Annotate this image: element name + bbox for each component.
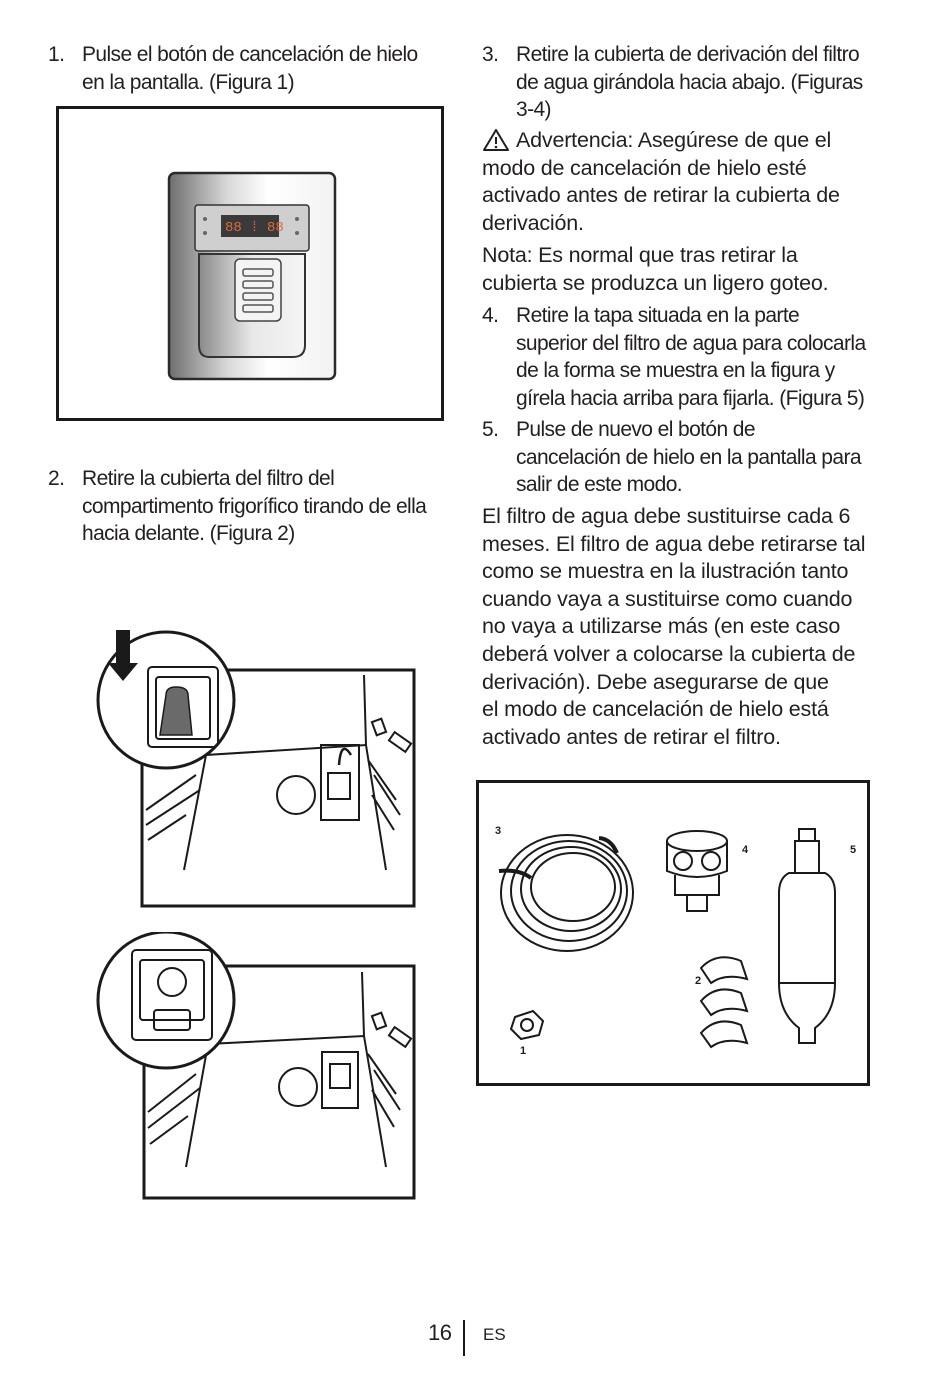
part-label-1: 1 (520, 1045, 527, 1057)
language-code: ES (483, 1325, 506, 1344)
body-line: cuando vaya a sustituirse como cuando (482, 586, 853, 611)
part-label-2: 2 (695, 975, 702, 987)
step-4-line: gírela hacia arriba para fijarla. (Figura 5) (516, 386, 865, 410)
body-line: el modo de cancelación de hielo está (482, 697, 829, 722)
body-line: El filtro de agua debe sustituirse cada 6 (482, 504, 851, 528)
warning-triangle-icon (482, 128, 510, 152)
step-3-number: 3. (482, 43, 499, 66)
figure-2-filter-cover (96, 625, 426, 915)
step-4-line: Retire la tapa situada en la parte (516, 304, 800, 327)
body-line: derivación). Debe asegurarse de que (482, 669, 829, 694)
step-2-line: Retire la cubierta del filtro del (82, 467, 335, 490)
step-5-line: cancelación de hielo en la pantalla para (516, 445, 861, 469)
step-4-line: de la forma se muestra en la figura y (516, 359, 835, 382)
step-1-number: 1. (48, 43, 65, 66)
step-5-line: salir de este modo. (516, 473, 683, 496)
body-line: meses. El filtro de agua debe retirarse tal (482, 531, 866, 556)
step-4-number: 4. (482, 304, 499, 327)
step-4-line: superior del filtro de agua para colocarla (516, 331, 866, 355)
part-label-5: 5 (850, 844, 857, 856)
note-paragraph (482, 242, 912, 297)
step-1-line: Pulse el botón de cancelación de hielo (82, 43, 418, 66)
part-label-3: 3 (495, 825, 502, 837)
warning-paragraph (482, 127, 912, 237)
footer-divider (463, 1320, 465, 1356)
figure-parts-kit (476, 780, 870, 1086)
body-line: como se muestra en la ilustración tanto (482, 559, 849, 584)
step-2-number: 2. (48, 467, 65, 490)
body-paragraph (482, 503, 922, 751)
warning-line: activado antes de retirar la cubierta de (482, 183, 840, 208)
svg-text:88 ⁞ 88: 88 ⁞ 88 (225, 220, 284, 236)
step-2-line: hacia delante. (Figura 2) (82, 522, 295, 545)
step-3-line: 3-4) (516, 98, 551, 121)
step-5-line: Pulse de nuevo el botón de (516, 418, 755, 441)
step-1-line: en la pantalla. (Figura 1) (82, 70, 295, 94)
part-label-4: 4 (742, 844, 749, 856)
note-line: Nota: Es normal que tras retirar la (482, 243, 798, 267)
warning-line: Advertencia: Asegúrese de que el (516, 128, 832, 152)
warning-line: modo de cancelación de hielo esté (482, 155, 807, 180)
note-line: cubierta se produzca un ligero goteo. (482, 270, 829, 295)
body-line: no vaya a utilizarse más (en este caso (482, 614, 841, 639)
body-line: activado antes de retirar el filtro. (482, 724, 781, 749)
figure-1-dispenser (56, 106, 444, 421)
figure-3-bypass-cover (96, 932, 426, 1207)
step-3-line: Retire la cubierta de derivación del filtro (516, 43, 860, 66)
page-number: 16 (428, 1320, 452, 1345)
step-5-number: 5. (482, 418, 499, 441)
body-line: deberá volver a colocarse la cubierta de (482, 641, 856, 666)
step-3-line: de agua girándola hacia abajo. (Figuras (516, 70, 863, 94)
step-2-line: compartimento frigorífico tirando de ella (82, 494, 427, 518)
warning-line: derivación. (482, 210, 584, 235)
